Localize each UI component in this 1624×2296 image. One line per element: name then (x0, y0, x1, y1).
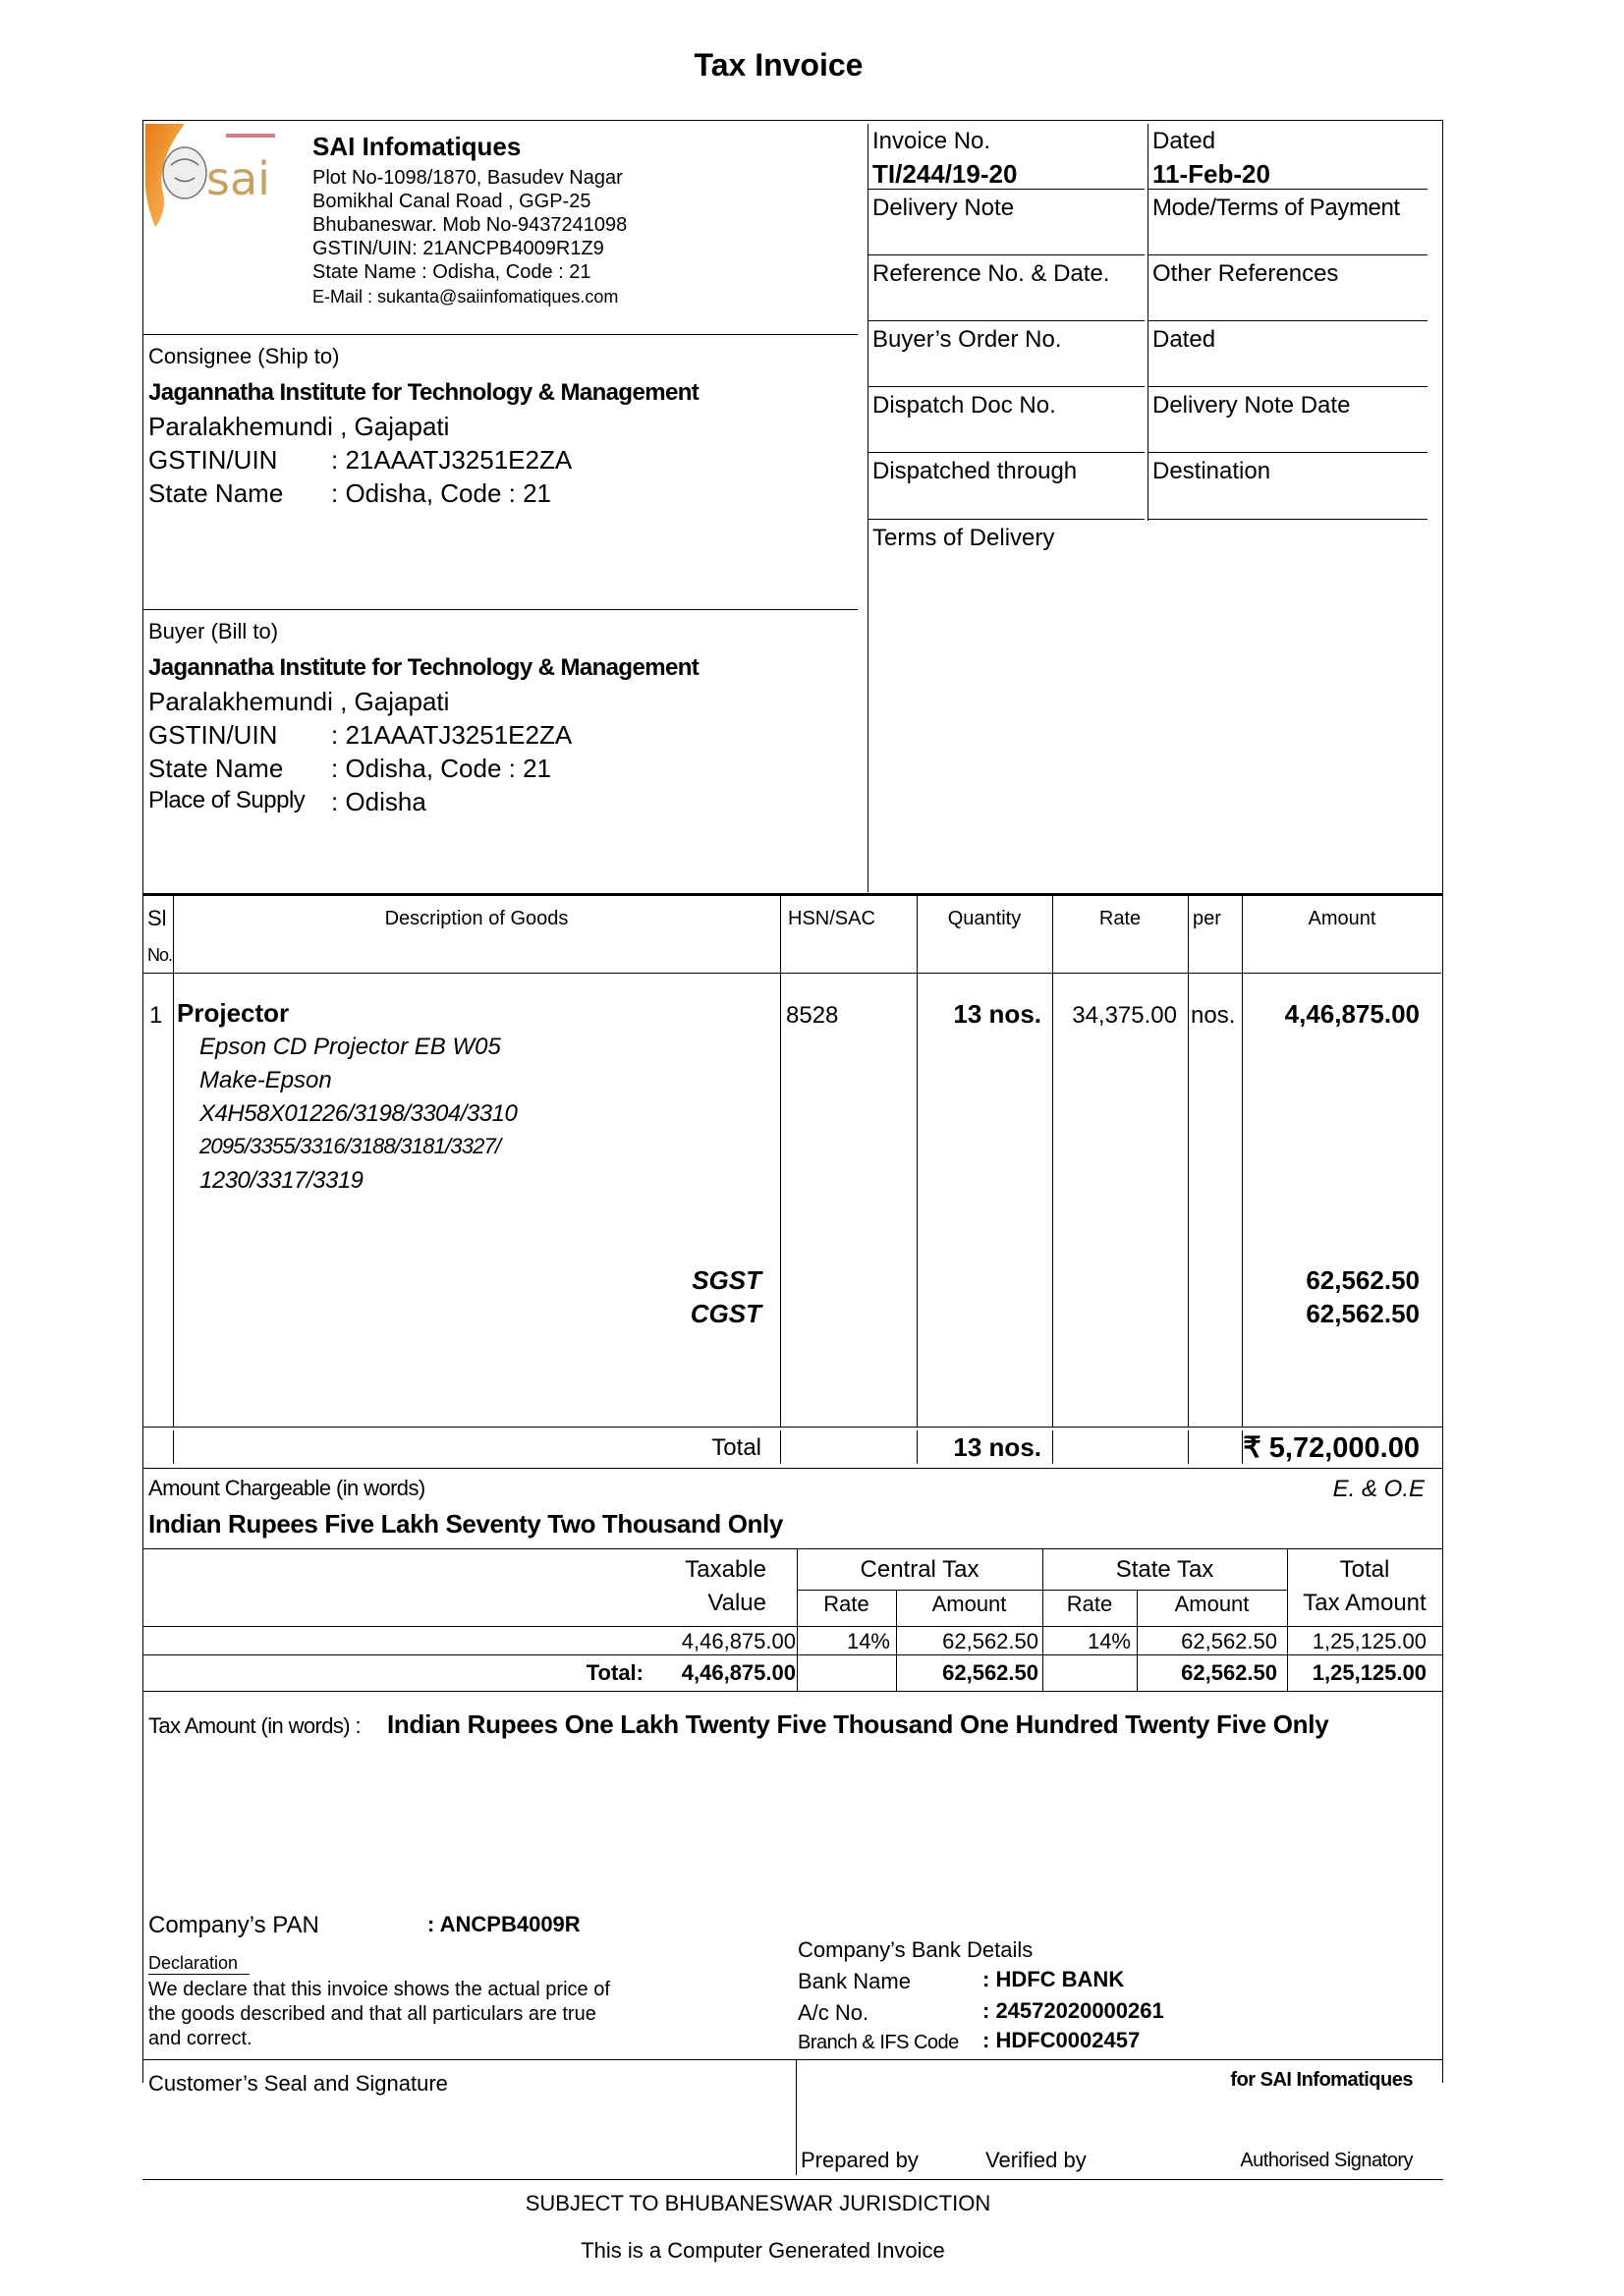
divider (142, 1427, 1443, 1428)
seller-address-line: Bhubaneswar. Mob No-9437241098 (312, 214, 628, 236)
company-logo (145, 124, 293, 232)
account-number: : 24572020000261 (982, 1998, 1164, 2023)
amount-words-label: Amount Chargeable (in words) (148, 1476, 425, 1500)
divider (1148, 519, 1428, 520)
col-line (1052, 896, 1053, 1427)
col-line (1052, 1430, 1053, 1464)
amount-words: Indian Rupees Five Lakh Seventy Two Thousand Only (148, 1509, 783, 1539)
items-table-top (142, 893, 1443, 896)
buyer-gstin-label: GSTIN/UIN (148, 720, 278, 750)
total-amount: ₹ 5,72,000.00 (1243, 1432, 1420, 1464)
divider (142, 1468, 1443, 1469)
seller-name: SAI Infomatiques (312, 132, 522, 161)
row-s-rate: 14% (1087, 1629, 1131, 1653)
consignee-name: Jagannatha Institute for Technology & Management (148, 379, 700, 406)
seller-email: E-Mail : sukanta@saiinfomatiques.com (312, 287, 619, 307)
header-state-amount: Amount (1174, 1592, 1250, 1616)
item-name: Projector (177, 998, 290, 1028)
terms-of-delivery-label: Terms of Delivery (872, 525, 1055, 551)
ifsc-code: : HDFC0002457 (982, 2028, 1141, 2052)
frame-top (142, 120, 1443, 121)
divider (1148, 320, 1428, 321)
header-quantity: Quantity (947, 908, 1022, 929)
tax-label-cgst: CGST (690, 1299, 761, 1328)
item-detail: Epson CD Projector EB W05 (199, 1034, 501, 1060)
header-taxable-2: Value (707, 1590, 766, 1616)
divider (868, 254, 1145, 255)
row-c-amount: 62,562.50 (942, 1629, 1038, 1653)
declaration-line: We declare that this invoice shows the actual price of (148, 1979, 610, 2000)
header-central-amount: Amount (931, 1592, 1007, 1616)
declaration-heading: Declaration (148, 1953, 250, 1975)
page-title: Tax Invoice (694, 47, 864, 83)
tax-words: Indian Rupees One Lakh Twenty Five Thousand One Hundred Twenty Five Only (387, 1709, 1329, 1739)
header-central-rate: Rate (823, 1592, 869, 1616)
declaration-line: and correct. (148, 2028, 252, 2049)
divider (142, 1654, 1443, 1655)
col-line (780, 1430, 781, 1464)
account-label: A/c No. (798, 2000, 869, 2025)
destination-label: Destination (1152, 458, 1271, 484)
item-rate: 34,375.00 (1072, 1002, 1177, 1029)
item-detail: Make-Epson (199, 1067, 332, 1093)
other-references-label: Other References (1152, 260, 1339, 287)
seller-address-line: Bomikhal Canal Road , GGP-25 (312, 191, 591, 212)
divider (868, 320, 1145, 321)
dated-label: Dated (1152, 128, 1216, 154)
invoice-date: 11-Feb-20 (1152, 159, 1270, 189)
buyer-state-label: State Name (148, 754, 284, 783)
buyer-heading: Buyer (Bill to) (148, 619, 279, 644)
header-amount: Amount (1308, 908, 1376, 929)
total-quantity: 13 nos. (953, 1432, 1041, 1462)
divider (142, 1626, 1443, 1627)
item-sl: 1 (149, 1002, 163, 1029)
divider (142, 1548, 1443, 1549)
col-line (173, 1430, 174, 1464)
divider (142, 609, 858, 610)
divider (1148, 254, 1428, 255)
item-detail: 1230/3317/3319 (199, 1167, 364, 1194)
tax-amount-sgst: 62,562.50 (1306, 1265, 1420, 1295)
consignee-heading: Consignee (Ship to) (148, 344, 340, 368)
total-label: Total (711, 1434, 761, 1461)
row-total: 1,25,125.00 (1312, 1629, 1427, 1653)
divider (868, 386, 1145, 387)
buyer-gstin: : 21AAATJ3251E2ZA (331, 720, 573, 750)
item-detail: 2095/3355/3316/3188/3181/3327/ (199, 1134, 501, 1158)
col-line (1242, 896, 1243, 1427)
frame-right (1442, 120, 1443, 2083)
buyer-address: Paralakhemundi , Gajapati (148, 687, 450, 716)
consignee-address: Paralakhemundi , Gajapati (148, 412, 450, 441)
header-sl: Sl (147, 906, 167, 930)
customer-seal-label: Customer’s Seal and Signature (148, 2071, 448, 2096)
header-per: per (1193, 908, 1221, 929)
payment-terms-label: Mode/Terms of Payment (1152, 195, 1400, 221)
row-taxable: 4,46,875.00 (681, 1629, 796, 1653)
totals-s-amount: 62,562.50 (1181, 1660, 1277, 1685)
seller-address-line: Plot No-1098/1870, Basudev Nagar (312, 167, 623, 189)
totals-total: 1,25,125.00 (1312, 1660, 1427, 1685)
divider (142, 2059, 1443, 2060)
frame-bottom (142, 2179, 1443, 2180)
tax-amount-cgst: 62,562.50 (1306, 1299, 1420, 1328)
consignee-gstin: : 21AAATJ3251E2ZA (331, 445, 573, 475)
divider (1148, 189, 1428, 190)
declaration-line: the goods described and that all particulars are true (148, 2003, 596, 2025)
seller-state: State Name : Odisha, Code : 21 (312, 261, 591, 283)
tax-words-label: Tax Amount (in words) : (148, 1713, 362, 1738)
header-hsn: HSN/SAC (788, 908, 875, 929)
bank-name: : HDFC BANK (982, 1967, 1125, 1991)
totals-label: Total: (586, 1660, 644, 1685)
header-total-1: Total (1339, 1556, 1390, 1583)
buyer-name: Jagannatha Institute for Technology & Management (148, 654, 700, 681)
header-state-rate: Rate (1066, 1592, 1113, 1616)
eoe-label: E. & O.E (1332, 1476, 1425, 1502)
row-c-rate: 14% (846, 1629, 890, 1653)
divider (142, 1691, 1443, 1692)
pan-label: Company’s PAN (148, 1912, 319, 1938)
col-line (780, 896, 781, 1427)
computer-generated-note: This is a Computer Generated Invoice (581, 2238, 945, 2263)
consignee-state: : Odisha, Code : 21 (331, 478, 552, 508)
item-detail: X4H58X01226/3198/3304/3310 (199, 1100, 518, 1127)
verified-by-label: Verified by (985, 2148, 1087, 2172)
header-state-tax: State Tax (1115, 1556, 1214, 1583)
order-dated-label: Dated (1152, 326, 1216, 353)
col-line (1188, 896, 1189, 1427)
jurisdiction-note: SUBJECT TO BHUBANESWAR JURISDICTION (525, 2191, 991, 2215)
header-central-tax: Central Tax (860, 1556, 980, 1583)
col-line (796, 2059, 797, 2175)
for-company-label: for SAI Infomatiques (1230, 2069, 1413, 2091)
col-line (917, 896, 918, 1427)
invoice-no-label: Invoice No. (872, 128, 991, 154)
authorised-signatory-label: Authorised Signatory (1240, 2150, 1413, 2171)
buyers-order-label: Buyer’s Order No. (872, 326, 1062, 353)
prepared-by-label: Prepared by (801, 2148, 919, 2172)
header-description: Description of Goods (384, 908, 569, 929)
reference-label: Reference No. & Date. (872, 260, 1110, 287)
totals-c-amount: 62,562.50 (942, 1660, 1038, 1685)
delivery-note-label: Delivery Note (872, 195, 1015, 221)
divider (1148, 452, 1428, 453)
dispatched-through-label: Dispatched through (872, 458, 1078, 484)
divider (868, 189, 1145, 190)
item-hsn: 8528 (786, 1002, 839, 1029)
divider (868, 519, 1145, 520)
buyer-place: : Odisha (331, 787, 426, 816)
divider (142, 334, 858, 335)
header-total-2: Tax Amount (1303, 1590, 1427, 1616)
header-sl-no: No. (147, 945, 173, 965)
bank-name-label: Bank Name (798, 1969, 911, 1993)
divider (797, 1590, 1287, 1591)
buyer-place-label: Place of Supply (148, 787, 306, 813)
ifsc-label: Branch & IFS Code (798, 2032, 959, 2053)
row-s-amount: 62,562.50 (1181, 1629, 1277, 1653)
divider (868, 452, 1145, 453)
item-amount: 4,46,875.00 (1284, 999, 1420, 1029)
delivery-note-date-label: Delivery Note Date (1152, 392, 1351, 419)
invoice-no: TI/244/19-20 (872, 159, 1018, 189)
consignee-state-label: State Name (148, 478, 284, 508)
col-line (1188, 1430, 1189, 1464)
buyer-state: : Odisha, Code : 21 (331, 754, 552, 783)
items-header-bottom (142, 973, 1441, 974)
frame-left (142, 120, 143, 2083)
bank-heading: Company’s Bank Details (798, 1937, 1034, 1962)
tax-label-sgst: SGST (692, 1265, 761, 1295)
sai-logo-icon (145, 124, 293, 232)
pan-value: : ANCPB4009R (427, 1912, 581, 1936)
header-rate: Rate (1098, 908, 1142, 929)
divider (1148, 386, 1428, 387)
col-line (173, 896, 174, 1427)
totals-taxable: 4,46,875.00 (681, 1660, 796, 1685)
header-taxable-1: Taxable (685, 1556, 766, 1583)
consignee-gstin-label: GSTIN/UIN (148, 445, 278, 475)
item-per: nos. (1191, 1002, 1236, 1029)
item-quantity: 13 nos. (953, 999, 1041, 1029)
dispatch-doc-label: Dispatch Doc No. (872, 392, 1056, 419)
seller-gstin: GSTIN/UIN: 21ANCPB4009R1Z9 (312, 238, 604, 259)
svg-text:sai: sai (206, 152, 270, 205)
